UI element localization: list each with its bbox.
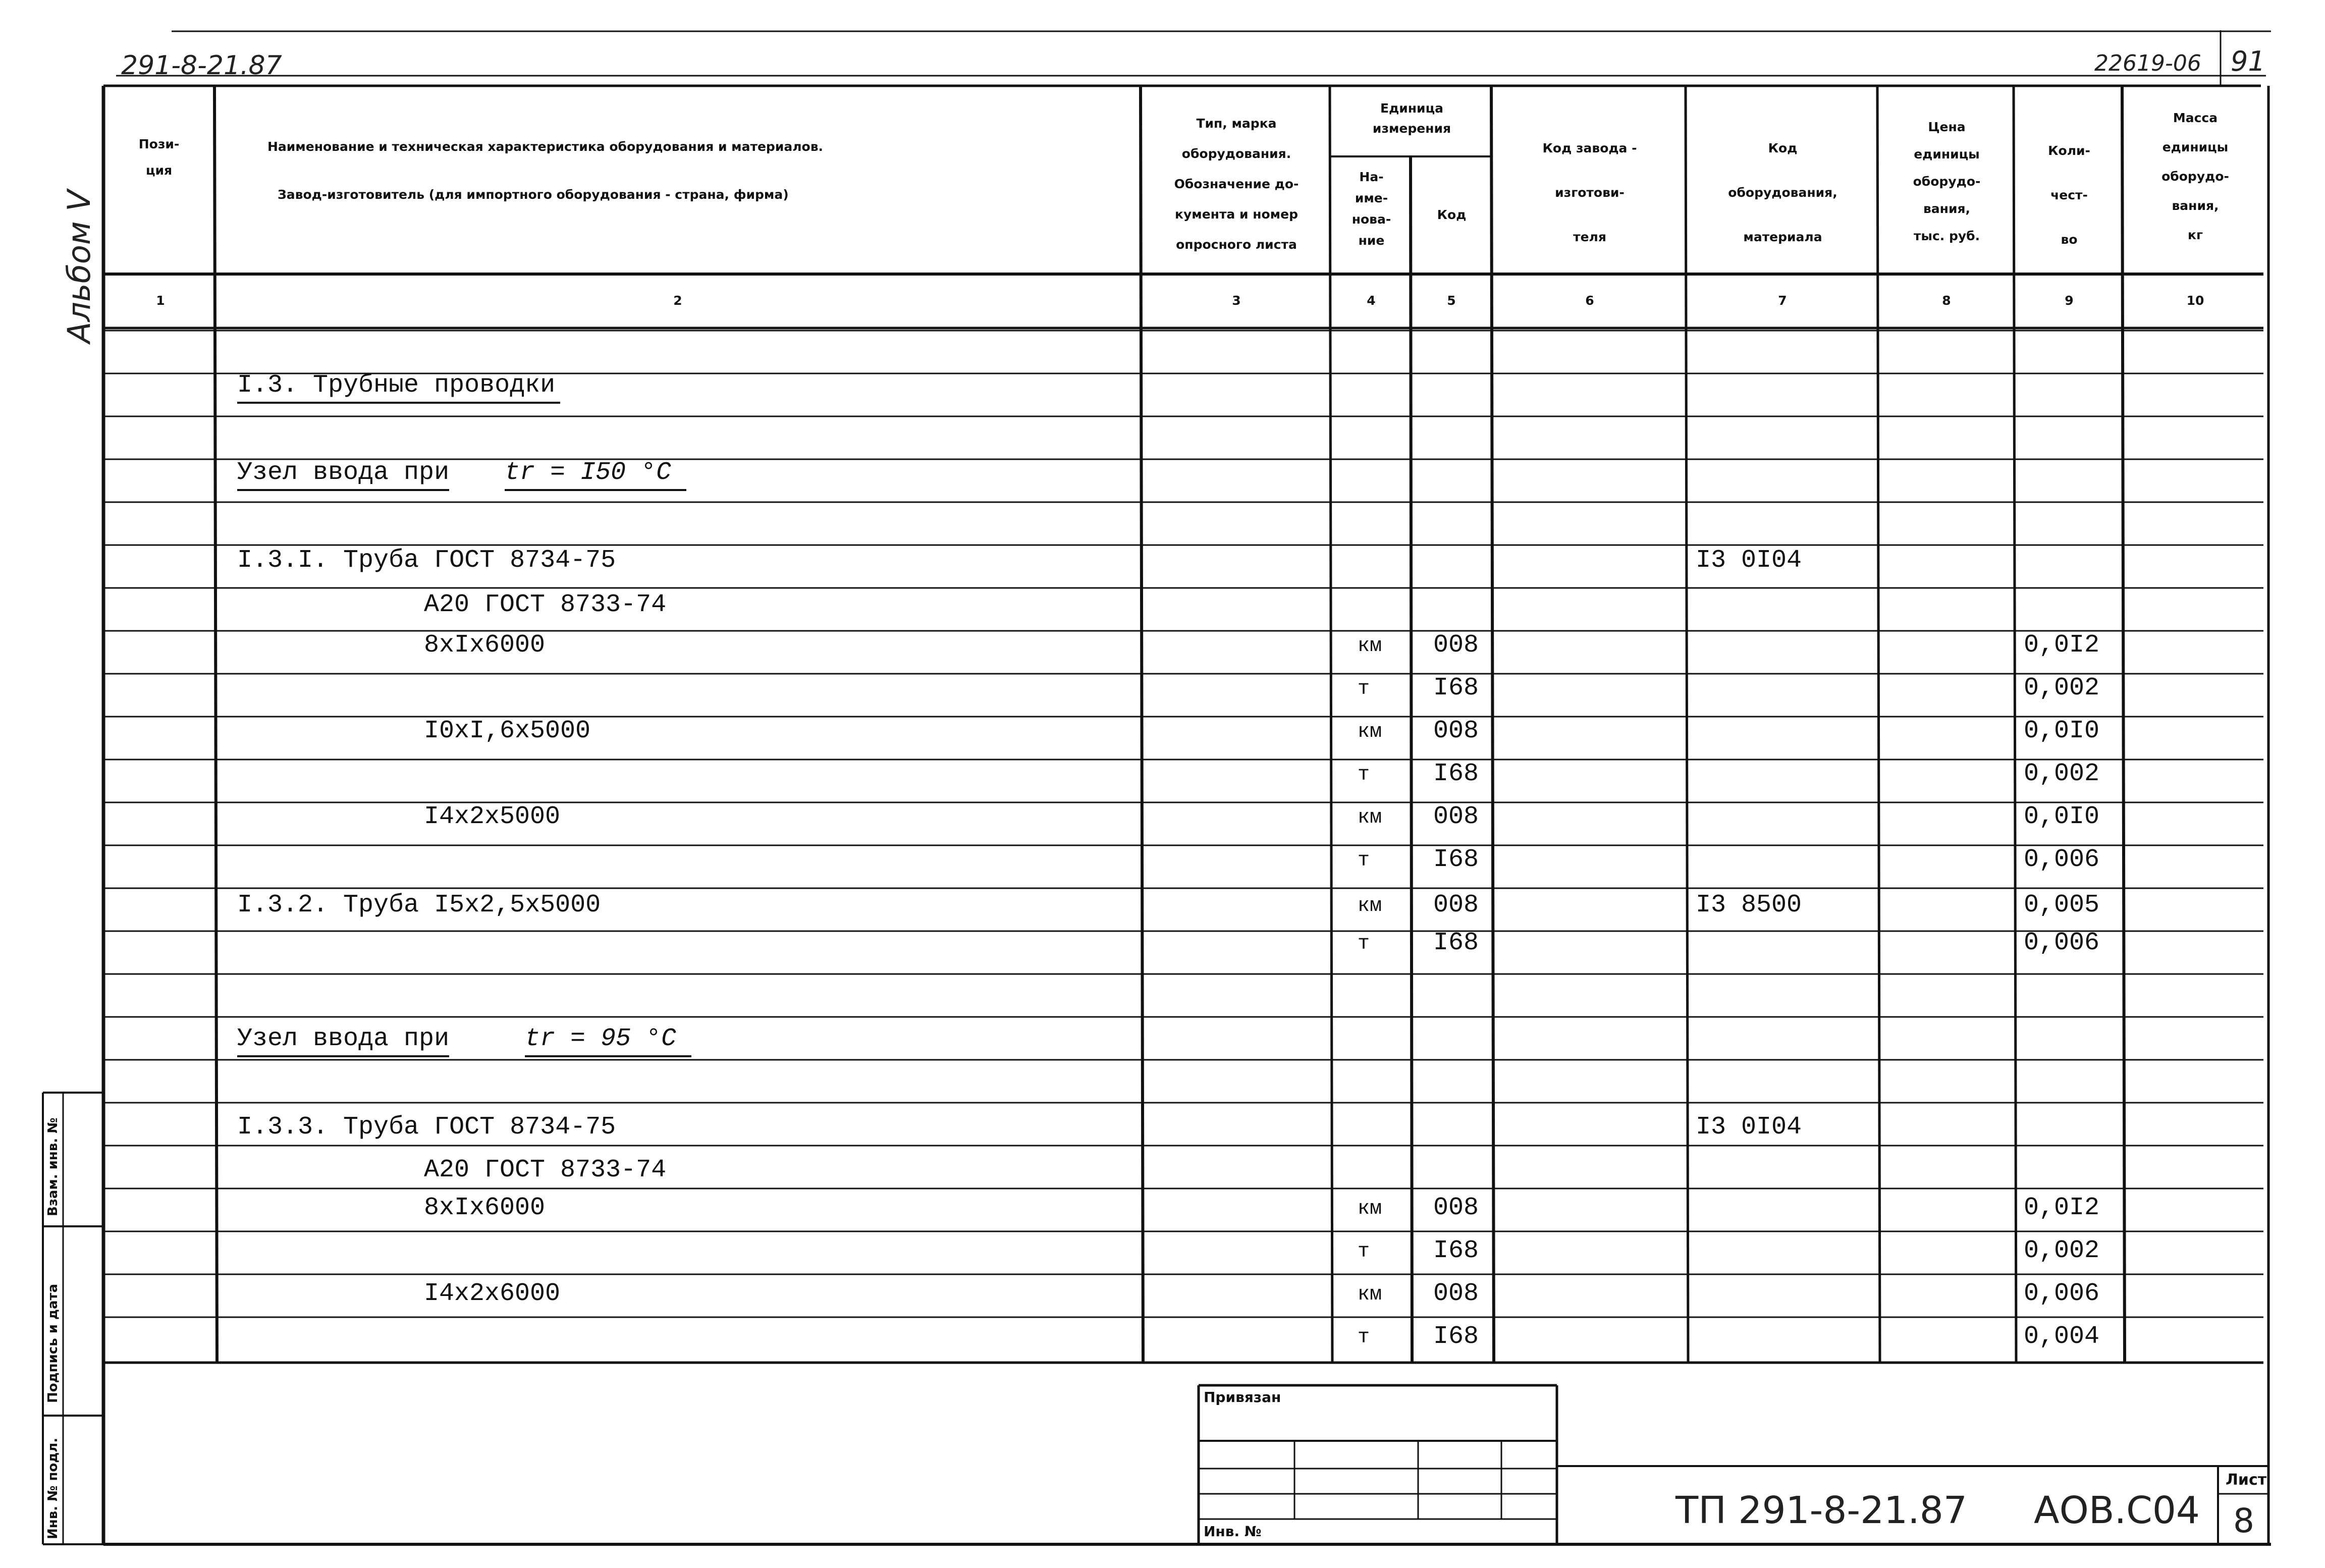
row-unit-name: т [1358, 1326, 1370, 1349]
row-unit-code: I68 [1433, 1236, 1479, 1265]
row-quantity: 0,006 [2024, 1279, 2100, 1308]
header-unit-name: На- име- нова- ние [1351, 170, 1391, 248]
sheet-label: Лист [2226, 1471, 2267, 1489]
row-unit-name: км [1358, 1198, 1382, 1220]
tied-label: Привязан [1204, 1389, 1281, 1405]
row-item-name: 8xIx6000 [424, 631, 546, 660]
row-unit-code: 008 [1433, 802, 1479, 831]
header-unit-code: Код [1437, 207, 1467, 222]
row-quantity: 0,006 [2024, 929, 2100, 957]
column-number-4: 4 [1367, 293, 1376, 308]
column-number-7: 7 [1778, 293, 1787, 308]
sheet-number: 8 [2233, 1501, 2254, 1540]
column-number-6: 6 [1585, 293, 1594, 308]
row-item-name: Узел ввода при [237, 1024, 449, 1057]
row-unit-name: км [1358, 895, 1382, 917]
row-unit-name: км [1358, 635, 1382, 658]
row-quantity: 0,004 [2024, 1322, 2100, 1351]
column-number-3: 3 [1232, 293, 1241, 308]
inv-label: Инв. № [1204, 1523, 1262, 1540]
row-unit-name: км [1358, 806, 1382, 829]
header-name-line2: Завод-изготовитель (для импортного оборудования - страна, фирма) [278, 187, 789, 202]
row-material-code: I3 0I04 [1696, 1113, 1802, 1142]
row-unit-name: т [1358, 1240, 1370, 1263]
row-item-name: Узел ввода при [237, 458, 449, 491]
row-item-name: I.3.2. Труба I5x2,5x5000 [237, 891, 601, 920]
header-type: Тип, марка оборудования. Обозначение до- кумента и номер опросного листа [1174, 116, 1299, 252]
header-name-line1: Наименование и техническая характеристика оборудования и материалов. [267, 139, 824, 154]
header-unit: Единица измерения [1372, 101, 1451, 136]
row-unit-name: т [1358, 678, 1370, 700]
row-unit-code: I68 [1433, 760, 1479, 788]
row-quantity: 0,0I0 [2024, 717, 2100, 745]
row-unit-name: т [1358, 849, 1370, 872]
top-right-number: 22619-06 [2094, 50, 2201, 76]
row-item-name: I.3.3. Труба ГОСТ 8734-75 [237, 1113, 616, 1142]
column-number-9: 9 [2065, 293, 2074, 308]
document-code: АОВ.С04 [2034, 1489, 2200, 1532]
row-unit-code: I68 [1433, 1322, 1479, 1351]
row-quantity: 0,002 [2024, 760, 2100, 788]
header-material-code: Код оборудования, материала [1728, 141, 1837, 244]
row-unit-name: км [1358, 721, 1382, 743]
stamp-inv-podl: Инв. № подл. [45, 1437, 61, 1539]
row-item-name: A20 ГОСТ 8733-74 [424, 1156, 667, 1184]
row-temperature-formula: tr = 95 °C [525, 1024, 691, 1057]
stamp-vzam-inv: Взам. инв. № [45, 1117, 61, 1216]
row-unit-name: км [1358, 1283, 1382, 1306]
column-number-10: 10 [2186, 293, 2204, 308]
header-quantity: Коли- чест- во [2048, 143, 2090, 247]
column-number-2: 2 [673, 293, 682, 308]
row-material-code: I3 0I04 [1696, 546, 1802, 575]
row-quantity: 0,0I0 [2024, 802, 2100, 831]
album-label: Альбом V [61, 190, 97, 343]
row-unit-code: 008 [1433, 717, 1479, 745]
row-unit-code: I68 [1433, 845, 1479, 874]
row-temperature-formula: tr = I50 °C [505, 458, 686, 491]
row-item-name: I.3. Трубные проводки [237, 371, 560, 404]
page-corner-number: 91 [2231, 45, 2265, 77]
stamp-podpis-data: Подпись и дата [45, 1283, 61, 1403]
row-item-name: A20 ГОСТ 8733-74 [424, 590, 667, 619]
row-unit-code: I68 [1433, 674, 1479, 702]
header-price: Цена единицы оборудо- вания, тыс. руб. [1913, 120, 1981, 243]
row-quantity: 0,0I2 [2024, 1194, 2100, 1222]
row-quantity: 0,005 [2024, 891, 2100, 920]
row-unit-code: 008 [1433, 891, 1479, 920]
header-position: Пози- ция [138, 137, 180, 178]
row-unit-name: т [1358, 764, 1370, 786]
column-number-8: 8 [1942, 293, 1951, 308]
row-unit-code: 008 [1433, 1279, 1479, 1308]
column-number-5: 5 [1447, 293, 1456, 308]
header-mass: Масса единицы оборудо- вания, кг [2161, 111, 2229, 242]
row-item-name: I4x2x6000 [424, 1279, 561, 1308]
row-quantity: 0,0I2 [2024, 631, 2100, 660]
row-unit-name: т [1358, 933, 1370, 955]
row-quantity: 0,002 [2024, 674, 2100, 702]
row-unit-code: 008 [1433, 631, 1479, 660]
column-number-1: 1 [156, 293, 165, 308]
document-number: ТП 291-8-21.87 [1675, 1489, 1967, 1532]
row-item-name: I0xI,6x5000 [424, 717, 591, 745]
row-unit-code: I68 [1433, 929, 1479, 957]
row-item-name: I4x2x5000 [424, 802, 561, 831]
top-left-number: 291-8-21.87 [121, 50, 282, 81]
row-quantity: 0,002 [2024, 1236, 2100, 1265]
row-material-code: I3 8500 [1696, 891, 1802, 920]
header-factory-code: Код завода - изготови- теля [1542, 141, 1637, 244]
row-item-name: 8xIx6000 [424, 1194, 546, 1222]
row-item-name: I.3.I. Труба ГОСТ 8734-75 [237, 546, 616, 575]
row-quantity: 0,006 [2024, 845, 2100, 874]
row-unit-code: 008 [1433, 1194, 1479, 1222]
